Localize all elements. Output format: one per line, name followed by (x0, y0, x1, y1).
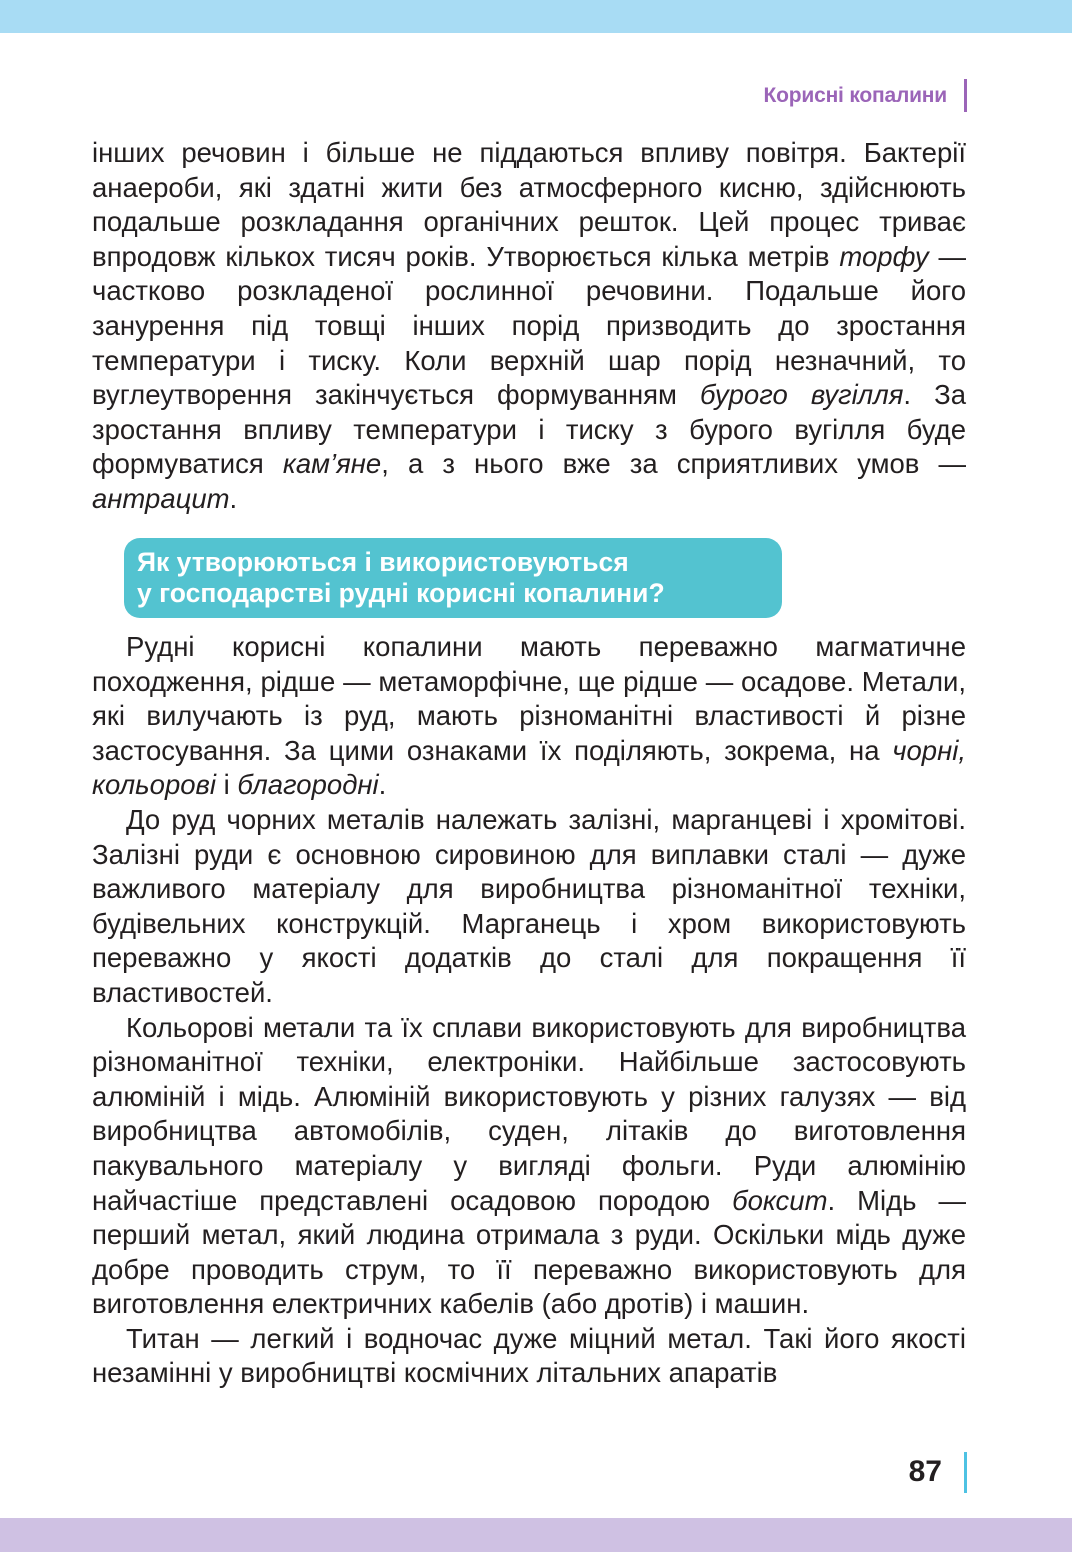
page-number: 87 (908, 1455, 942, 1488)
intro-paragraph: інших речовин і більше не піддаються впливу повітря. Бактерії анаероби, які здатні жити без атмосферного кисню, здійснюють подальше розкладання органічних решток. Цей процес триває впродовж кількох тисяч років. Утворюється кілька метрів торфу — частково розкладеної рослинної речовини. Подальше його занурення під товщі інших порід призводить до зростання температури і тиску. Коли верхній шар порід незначний, то вуглеутворення закінчується формуванням бурого вугілля. За зростання впливу температури і тиску з бурого вугілля буде формуватися кам’яне, а з нього вже за сприятливих умов — антрацит. (92, 137, 967, 514)
section-heading-line-2: у господарстві рудні корисні копалини? (137, 578, 665, 608)
term-hard-coal: кам’яне (282, 448, 382, 480)
top-color-band (0, 0, 1072, 33)
section-heading-line-1: Як утворюються і використовуються (137, 547, 629, 577)
section-heading-box (124, 538, 782, 618)
running-head-rule (964, 79, 967, 112)
bottom-color-band (0, 1518, 1072, 1552)
term-noble: благородні (237, 769, 379, 801)
term-ferrous-nonferrous: чорні, кольорові (92, 734, 966, 801)
term-brown-coal: бурого вугілля (700, 379, 904, 411)
paragraph-nonferrous-metals: Кольорові метали та їх сплави використовують для виробництва різноманітної техніки, електроніки. Найбільше застосовують алюміній і мідь. Алюміній використовують у різних галузях — від виробництва автомобілів, суден, літаків до виготовлення пакувального матеріалу у вигляді фольги. Руди алюмінію найчастіше представлені осадовою породою боксит. Мідь — перший метал, який людина отримала з руди. Оскільки мідь дуже добре проводить струм, то її переважно використовують для виготовлення електричних кабелів (або дротів) і машин. (92, 1011, 966, 1320)
page-number-rule (964, 1452, 967, 1493)
paragraph-ore-origin: Рудні корисні копалини мають переважно магматичне походження, рідше — метаморфічне, ще рідше — осадове. Метали, які вилучають із руд, мають різноманітні властивості й різне застосування. За цими ознаками їх поділяють, зокрема, на чорні, кольорові і благородні. (92, 631, 966, 801)
intro-text-block (92, 136, 966, 517)
paragraph-titanium: Титан — легкий і водночас дуже міцний метал. Такі його якості незамінні у виробництві космічних літальних апаратів (92, 1322, 966, 1389)
running-head: Корисні копалини (763, 84, 947, 107)
term-torf: торфу (839, 240, 929, 272)
body-text-block (92, 630, 966, 1391)
paragraph-ferrous-metals: До руд чорних металів належать залізні, марганцеві і хромітові. Залізні руди є основною сировиною для виплавки сталі — дуже важливого матеріалу для виробництва різноманітної техніки, будівельних конструкцій. Марганець і хром використовують переважно у якості додатків до сталі для покращення її властивостей. (92, 803, 966, 1008)
term-bauxite: боксит (732, 1184, 828, 1216)
term-anthracite: антрацит (92, 482, 230, 514)
